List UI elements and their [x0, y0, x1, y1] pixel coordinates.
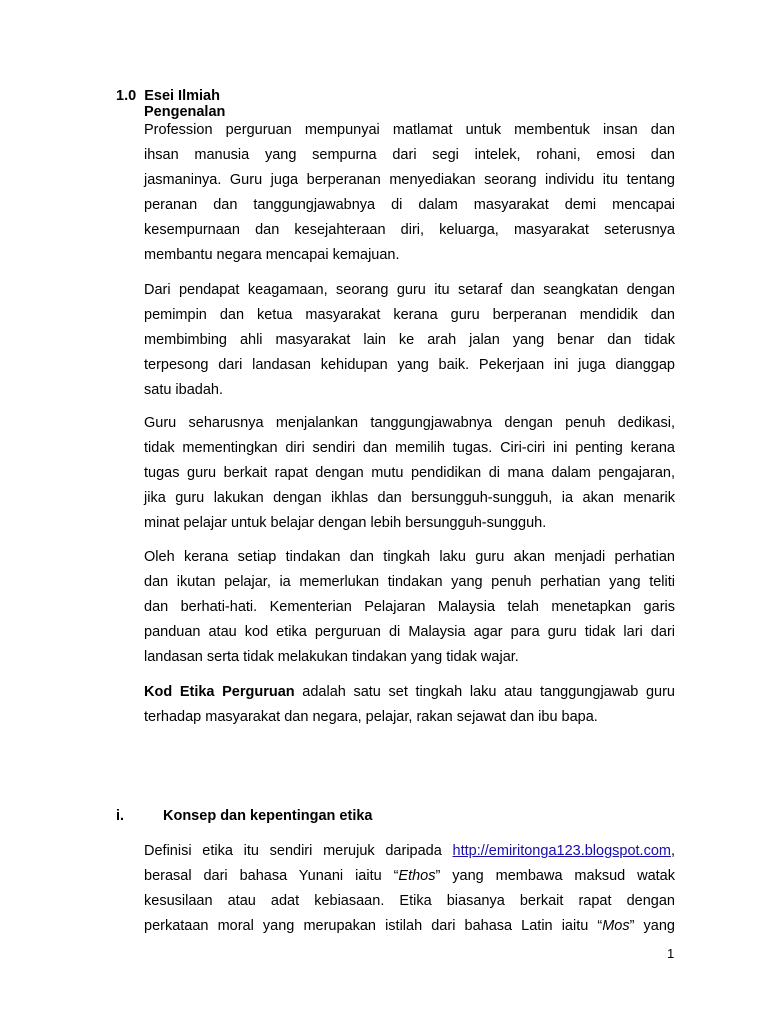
ethos-term: Ethos [398, 868, 436, 884]
definisi-line [144, 867, 675, 885]
definisi-text: perkataan moral yang merupakan istilah dari bahasa Latin iaitu “ [144, 918, 603, 934]
heading-subtitle: Pengenalan [144, 104, 226, 120]
kod-etika-line: terhadap masyarakat dan negara, pelajar, rakan sejawat dan ibu bapa. [144, 709, 598, 725]
paragraph-line: kesempurnaan dan kesejahteraan diri, keluarga, masyarakat seterusnya [144, 222, 675, 238]
definisi-line [144, 842, 675, 860]
definisi-line [144, 917, 675, 935]
definisi-text: berasal dari bahasa Yunani iaitu “ [144, 868, 399, 884]
source-link[interactable]: http://emiritonga123.blogspot.com [452, 843, 671, 859]
heading-line [116, 88, 220, 104]
definisi-text: Definisi etika itu sendiri merujuk daripada [144, 843, 453, 859]
paragraph-line: peranan dan tanggungjawabnya di dalam masyarakat demi mencapai [144, 197, 675, 213]
paragraph-line: tidak mementingkan diri sendiri dan memilih tugas. Ciri-ciri ini penting kerana [144, 440, 675, 456]
paragraph-line: Guru seharusnya menjalankan tanggungjawabnya dengan penuh dedikasi, [144, 415, 675, 431]
mos-term: Mos [602, 918, 630, 934]
paragraph-line: minat pelajar untuk belajar dengan lebih bersungguh-sungguh. [144, 515, 547, 531]
definisi-text: ” yang membawa maksud watak [435, 868, 675, 884]
paragraph-line: pemimpin dan ketua masyarakat kerana guru berperanan mendidik dan [144, 307, 675, 323]
page-number: 1 [667, 946, 675, 961]
kod-etika-line [144, 683, 675, 701]
heading-number: 1.0 [116, 88, 137, 104]
paragraph-line: membimbing ahli masyarakat lain ke arah jalan yang benar dan tidak [144, 332, 675, 348]
paragraph-line: dan ikutan pelajar, ia memerlukan tindakan yang penuh perhatian yang teliti [144, 574, 675, 590]
paragraph-line: dan berhati-hati. Kementerian Pelajaran Malaysia telah menetapkan garis [144, 599, 675, 615]
section-number: i. [116, 808, 125, 824]
paragraph-line: jika guru lakukan dengan ikhlas dan bersungguh-sungguh, ia akan menarik [144, 490, 675, 506]
paragraph-line: ihsan manusia yang sempurna dari segi intelek, rohani, emosi dan [144, 147, 675, 163]
kod-etika-term: Kod Etika Perguruan [144, 684, 295, 700]
paragraph-line: Profession perguruan mempunyai matlamat untuk membentuk insan dan [144, 122, 675, 138]
heading-title: Esei Ilmiah [144, 88, 220, 104]
paragraph-line: terpesong dari landasan kehidupan yang baik. Pekerjaan ini juga dianggap [144, 357, 675, 373]
paragraph-line: Oleh kerana setiap tindakan dan tingkah laku guru akan menjadi perhatian [144, 549, 675, 565]
definisi-text: , [670, 843, 675, 859]
paragraph-line: satu ibadah. [144, 382, 224, 398]
paragraph-line: tugas guru berkait rapat dengan mutu pendidikan di mana dalam pengajaran, [144, 465, 675, 481]
definisi-text: ” yang [629, 918, 675, 934]
paragraph-line: Dari pendapat keagamaan, seorang guru itu setaraf dan seangkatan dengan [144, 282, 675, 298]
kod-etika-text: adalah satu set tingkah laku atau tanggungjawab guru [294, 684, 675, 700]
section-title: Konsep dan kepentingan etika [163, 808, 373, 824]
definisi-line: kesusilaan atau adat kebiasaan. Etika biasanya berkait rapat dengan [144, 893, 675, 909]
paragraph-line: panduan atau kod etika perguruan di Malaysia agar para guru tidak lari dari [144, 624, 675, 640]
paragraph-line: landasan serta tidak melakukan tindakan yang tidak wajar. [144, 649, 519, 665]
paragraph-line: membantu negara mencapai kemajuan. [144, 247, 400, 263]
paragraph-line: jasmaninya. Guru juga berperanan menyediakan seorang individu itu tentang [144, 172, 675, 188]
